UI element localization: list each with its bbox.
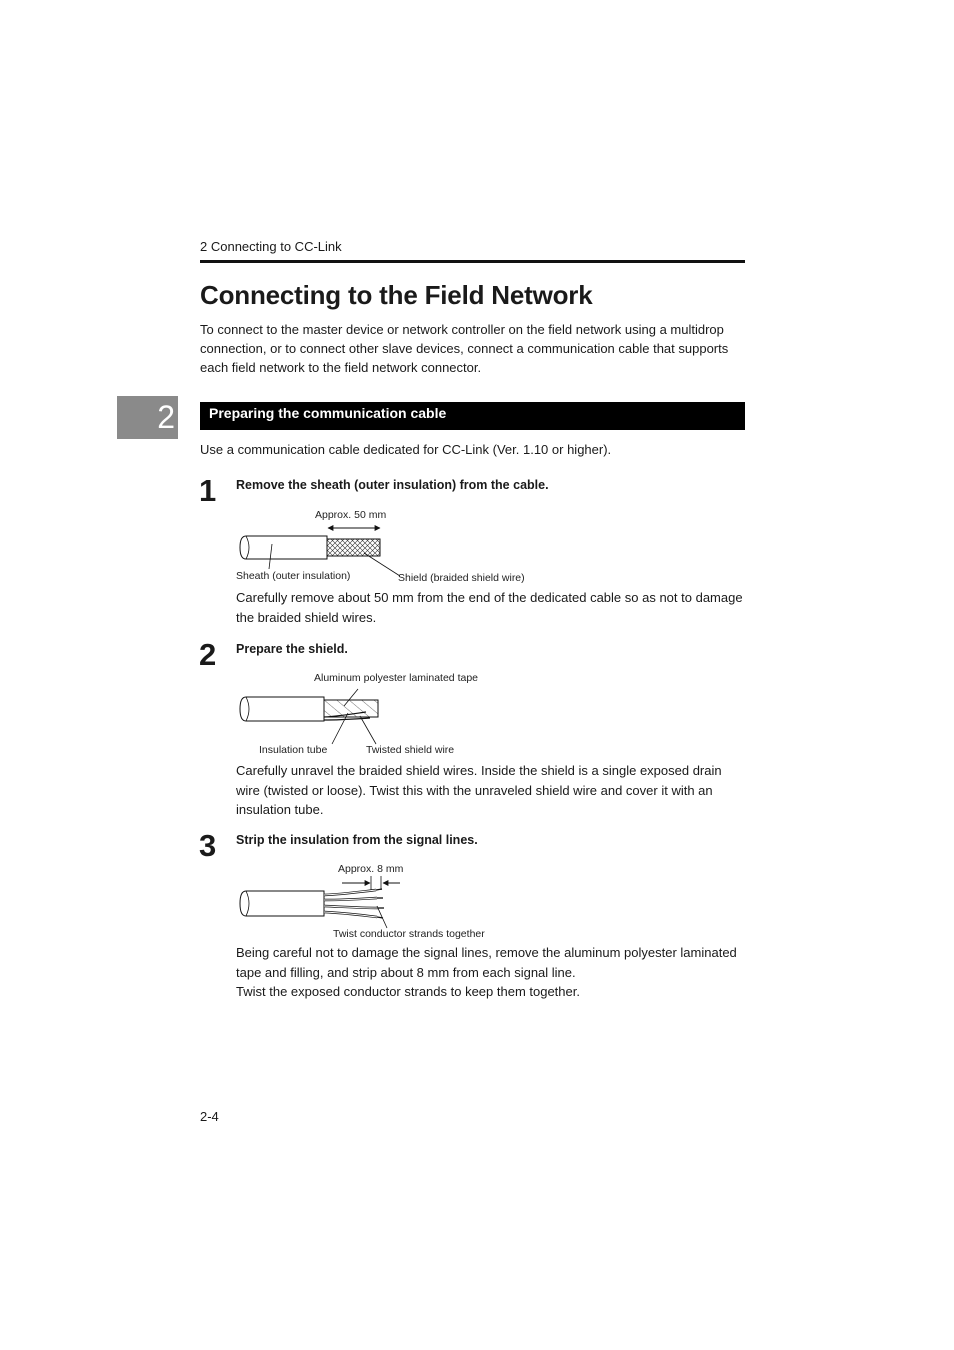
- step-number-3: 3: [199, 828, 217, 863]
- step-number-1: 1: [199, 473, 217, 508]
- section-title: Preparing the communication cable: [209, 405, 447, 421]
- step-description-3b: Twist the exposed conductor strands to keep them together.: [236, 984, 580, 999]
- label-insulation-tube: Insulation tube: [259, 744, 328, 756]
- step-description-3a: Being careful not to damage the signal lines, remove the aluminum polyester laminated tape and filling, and strip about 8 mm from each signal line.: [236, 945, 737, 980]
- diagram-strip-signal-lines: [230, 873, 410, 933]
- label-shield: Shield (braided shield wire): [398, 572, 525, 584]
- intro-paragraph: To connect to the master device or network controller on the field network using a multidrop connection, or to connect other slave devices, connect a communication cable that supports each field network to the field network connector.: [200, 322, 729, 375]
- cable-sheath: [240, 891, 324, 916]
- step-description-1: Carefully remove about 50 mm from the end of the dedicated cable so as not to damage the braided shield wires.: [236, 590, 743, 625]
- step-description-2: Carefully unravel the braided shield wires. Inside the shield is a single exposed drain wire (twisted or loose). Twist this with the unraveled shield wire and cover it with an insulation tube.: [236, 763, 722, 817]
- breadcrumb: 2 Connecting to CC-Link: [200, 239, 342, 254]
- label-sheath: Sheath (outer insulation): [236, 570, 351, 582]
- braided-shield: [327, 539, 380, 556]
- cable-sheath: [240, 697, 324, 721]
- label-twisted-shield: Twisted shield wire: [366, 744, 455, 756]
- label-twist-conductors: Twist conductor strands together: [333, 928, 485, 940]
- section-intro: Use a communication cable dedicated for CC-Link (Ver. 1.10 or higher).: [200, 442, 612, 457]
- label-aluminum-tape: Aluminum polyester laminated tape: [314, 672, 479, 684]
- section-heading-bar: [200, 402, 745, 430]
- step-number-2: 2: [199, 637, 217, 672]
- page-number: 2-4: [200, 1109, 219, 1124]
- page-title: Connecting to the Field Network: [200, 280, 593, 310]
- step-title-3: Strip the insulation from the signal lines.: [236, 833, 478, 847]
- header-rule: [200, 260, 745, 263]
- signal-lines: [324, 889, 384, 918]
- label-approx-50mm: Approx. 50 mm: [315, 509, 387, 521]
- diagram-strip-sheath: [230, 518, 400, 578]
- diagram-prepare-shield: [230, 684, 390, 748]
- chapter-tab: 2: [117, 396, 178, 439]
- step-title-1: Remove the sheath (outer insulation) from the cable.: [236, 478, 549, 492]
- step-title-2: Prepare the shield.: [236, 642, 348, 656]
- label-approx-8mm: Approx. 8 mm: [338, 863, 404, 875]
- cable-sheath: [240, 536, 327, 559]
